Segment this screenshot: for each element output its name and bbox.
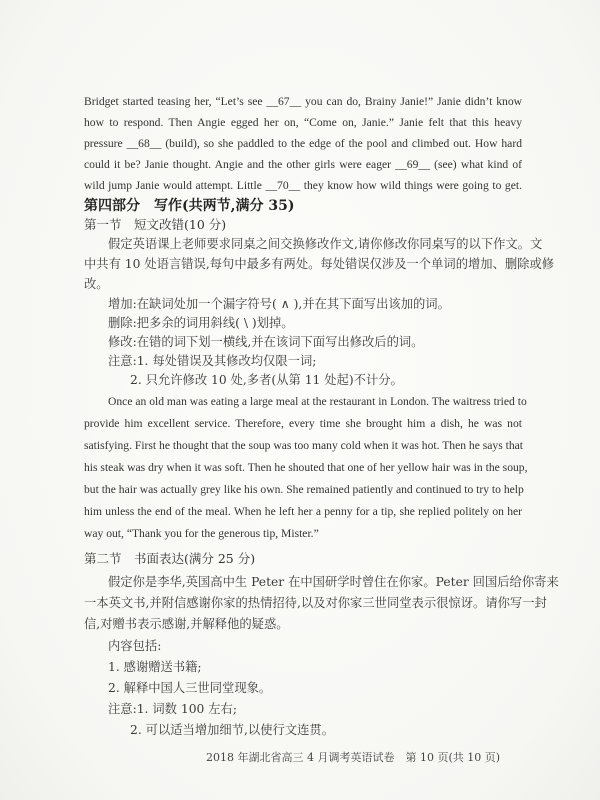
prompt-line: 假定你是李华,英国高中生 Peter 在中国研学时曾住在你家。Peter 回国后给你寄来 [108, 575, 559, 589]
content-label: 内容包括: [108, 639, 162, 653]
part4-heading: 第四部分 写作(共两节,满分 35) [84, 198, 295, 214]
passage-line: satisfying. First he thought that the soup was too many cold when it was hot. Then he says that [84, 439, 524, 452]
instruction-line: 中共有 10 处语言错误,每句中最多有两处。每处错误仅涉及一个单词的增加、删除或修 [84, 257, 555, 271]
passage-line: way out, “Thank you for the generous tip, Mister.” [84, 527, 319, 540]
instruction-add: 增加:在缺词处加一个漏字符号( ∧ ),并在其下面写出该加的词。 [108, 297, 450, 311]
passage-line: but the hair was actually grey like his own. She remained patiently and continued to try to help [84, 483, 524, 496]
cloze-line: could it be? Janie thought. Angie and the other girls were eager __69__ (see) what kind of [84, 158, 522, 171]
note-line: 注意:1. 词数 100 左右; [108, 702, 237, 716]
content-item: 1. 感谢赠送书籍; [108, 660, 202, 674]
passage-line: Once an old man was eating a large meal at the restaurant in London. The waitress tried to [108, 395, 527, 408]
content-item: 2. 解释中国人三世同堂现象。 [108, 681, 272, 695]
instruction-line: 假定英语课上老师要求同桌之间交换修改作文,请你修改你同桌写的以下作文。文 [108, 237, 543, 251]
cloze-line: Bridget started teasing her, “Let’s see __67__ you can do, Brainy Janie!” Janie didn’t know [84, 95, 522, 108]
cloze-line: how to respond. Then Angie egged her on, “Come on, Janie.” Janie felt that this heavy [84, 116, 522, 129]
cloze-line: pressure __68__ (build), so she paddled to the edge of the pool and climbed out. How hard [84, 137, 522, 150]
section1-heading: 第一节 短文改错(10 分) [84, 217, 227, 232]
passage-line: his steak was dry when it was soft. Then he shouted that one of her yellow hair was in the soup, [84, 461, 528, 474]
instruction-note: 2. 只允许修改 10 处,多者(从第 11 处起)不计分。 [130, 373, 403, 387]
instruction-modify: 修改:在错的词下划一横线,并在该词下面写出修改后的词。 [108, 335, 424, 349]
passage-line: provide him excellent service. Therefore, every time she brought him a dish, he was not [84, 417, 522, 430]
instruction-line: 改。 [84, 277, 109, 291]
note-line: 2. 可以适当增加细节,以使行文连贯。 [130, 723, 335, 737]
section2-heading: 第二节 书面表达(满分 25 分) [84, 551, 256, 566]
page-footer: 2018 年湖北省高三 4 月调考英语试卷 第 10 页(共 10 页) [206, 751, 501, 764]
passage-line: him unless the end of the meal. When he left her a penny for a tip, she replied politely on her [84, 505, 522, 518]
prompt-line: 信,对赠书表示感谢,并解释他的疑惑。 [84, 617, 289, 631]
prompt-line: 一本英文书,并附信感谢你家的热情招待,以及对你家三世同堂表示很惊讶。请你写一封 [84, 596, 547, 610]
instruction-delete: 删除:把多余的词用斜线( \ )划掉。 [108, 316, 294, 330]
cloze-line: wild jump Janie would attempt. Little __70__ they know how wild things were going to get. [84, 179, 522, 192]
instruction-note: 注意:1. 每处错误及其修改均仅限一词; [108, 354, 317, 368]
